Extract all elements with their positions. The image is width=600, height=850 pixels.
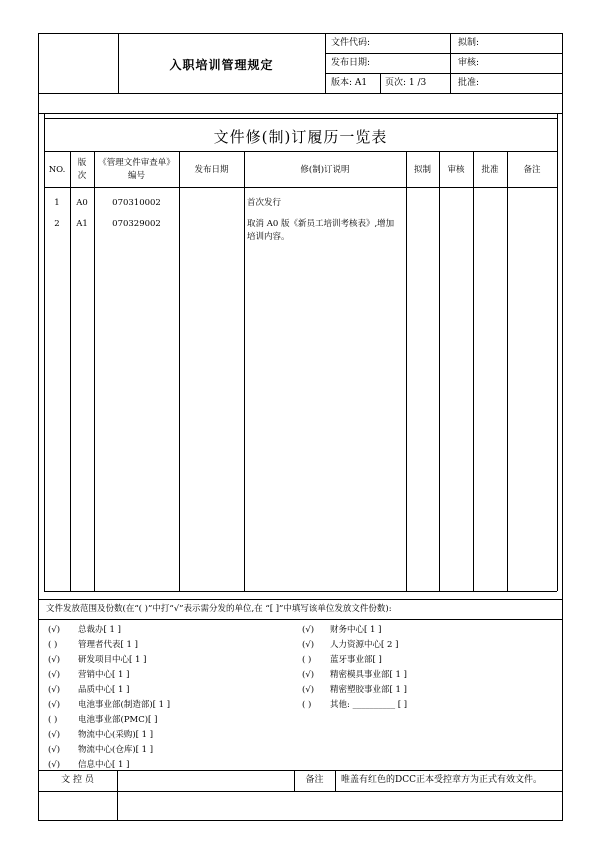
- header-row-line: [325, 73, 563, 74]
- distribution-checkbox: (√): [48, 685, 61, 695]
- col-header-remark: 备注: [523, 165, 541, 175]
- col-header-draft: 拟制: [413, 165, 431, 175]
- distribution-checkbox: (√): [302, 670, 315, 680]
- footer-row-line: [38, 791, 563, 792]
- approve-label: 批准:: [458, 78, 480, 88]
- distribution-item: 电池事业部(PMC)[ ]: [78, 715, 158, 725]
- distribution-checkbox: (√): [48, 655, 61, 665]
- table-cell-code: 070310002: [112, 198, 161, 208]
- column-divider: [406, 151, 407, 591]
- col-header-date: 发布日期: [194, 165, 229, 175]
- column-divider: [70, 151, 71, 591]
- distribution-item: 人力资源中心[ 2 ]: [330, 640, 399, 650]
- col-header-review-no: 编号: [127, 171, 145, 181]
- table-left-border: [44, 113, 45, 591]
- column-divider: [507, 151, 508, 591]
- table-cell-desc: 首次发行: [247, 198, 282, 208]
- controller-label: 文 控 员: [61, 775, 94, 785]
- table-cell-version: A1: [76, 219, 88, 229]
- table-cell-desc: 取消 A0 版《新员工培训考核表》,增加: [247, 219, 395, 229]
- publish-date-label: 发布日期:: [331, 58, 371, 68]
- footer-divider: [335, 770, 336, 791]
- distribution-item: 蓝牙事业部[ ]: [330, 655, 382, 665]
- distribution-item: 其他: __________ [ ]: [330, 700, 408, 710]
- table-cell-desc: 培训内容。: [247, 232, 290, 242]
- header-divider: [380, 73, 381, 93]
- table-bottom-border: [44, 591, 557, 592]
- distribution-checkbox: (√): [48, 670, 61, 680]
- table-top-border: [38, 113, 563, 114]
- distribution-top-border: [38, 599, 563, 600]
- distribution-checkbox: (√): [48, 700, 61, 710]
- distribution-checkbox: ( ): [302, 655, 312, 665]
- table-cell-no: 1: [54, 198, 60, 208]
- col-header-review-no: 《管理文件审查单》: [98, 158, 175, 168]
- page-label: 页次: 1 /3: [385, 78, 427, 88]
- distribution-item: 研发项目中心[ 1 ]: [78, 655, 147, 665]
- table-inner-top: [44, 118, 557, 119]
- distribution-checkbox: (√): [48, 760, 61, 770]
- distribution-item: 财务中心[ 1 ]: [330, 625, 382, 635]
- table-title-bottom: [44, 151, 557, 152]
- column-divider: [244, 151, 245, 591]
- table-cell-version: A0: [76, 198, 88, 208]
- distribution-item: 信息中心[ 1 ]: [78, 760, 130, 770]
- remark-label: 备注: [305, 775, 324, 785]
- version-label: 版本: A1: [331, 78, 368, 88]
- col-header-version: 次: [77, 171, 87, 181]
- col-header-version: 版: [77, 158, 87, 168]
- distribution-item: 精密模具事业部[ 1 ]: [330, 670, 407, 680]
- distribution-checkbox: (√): [48, 745, 61, 755]
- distribution-item: 精密塑胶事业部[ 1 ]: [330, 685, 407, 695]
- col-header-review: 审核: [447, 165, 465, 175]
- column-divider: [439, 151, 440, 591]
- review-label: 审核:: [458, 58, 480, 68]
- distribution-checkbox: (√): [48, 625, 61, 635]
- column-divider: [94, 151, 95, 591]
- header-divider: [325, 33, 326, 93]
- distribution-item: 总裁办[ 1 ]: [78, 625, 121, 635]
- drafter-label: 拟制:: [458, 38, 480, 48]
- remark-text: 唯盖有红色的DCC正本受控章方为正式有效文件。: [341, 775, 542, 785]
- header-bottom-border: [38, 93, 563, 94]
- distribution-checkbox: ( ): [48, 640, 58, 650]
- distribution-checkbox: (√): [302, 685, 315, 695]
- header-divider: [450, 33, 451, 93]
- distribution-instruction: 文件发放范围及份数(在“( )”中打“√”表示需分发的单位,在 “[ ]”中填写该单位发放文件份数):: [46, 604, 392, 614]
- distribution-item: 品质中心[ 1 ]: [78, 685, 130, 695]
- distribution-checkbox: (√): [302, 625, 315, 635]
- col-header-no: NO.: [48, 165, 66, 175]
- distribution-item: 电池事业部(制造部)[ 1 ]: [78, 700, 171, 710]
- column-divider: [179, 151, 180, 591]
- distribution-header-bottom: [38, 619, 563, 620]
- document-title: 入职培训管理规定: [169, 58, 274, 72]
- column-divider: [473, 151, 474, 591]
- distribution-item: 管理者代表[ 1 ]: [78, 640, 138, 650]
- table-right-border: [557, 113, 558, 591]
- doc-code-label: 文件代码:: [331, 38, 371, 48]
- distribution-item: 物流中心(采购)[ 1 ]: [78, 730, 154, 740]
- col-header-approve: 批准: [481, 165, 499, 175]
- table-header-bottom: [44, 187, 557, 188]
- distribution-checkbox: (√): [48, 730, 61, 740]
- header-row-line: [325, 53, 563, 54]
- distribution-checkbox: (√): [302, 640, 315, 650]
- table-cell-no: 2: [54, 219, 60, 229]
- distribution-checkbox: ( ): [302, 700, 312, 710]
- footer-divider: [117, 770, 118, 821]
- revision-table-title: 文件修(制)订履历一览表: [213, 128, 388, 146]
- table-cell-code: 070329002: [112, 219, 161, 229]
- col-header-desc: 修(制)订说明: [300, 165, 350, 175]
- distribution-item: 营销中心[ 1 ]: [78, 670, 130, 680]
- distribution-item: 物流中心(仓库)[ 1 ]: [78, 745, 154, 755]
- distribution-checkbox: ( ): [48, 715, 58, 725]
